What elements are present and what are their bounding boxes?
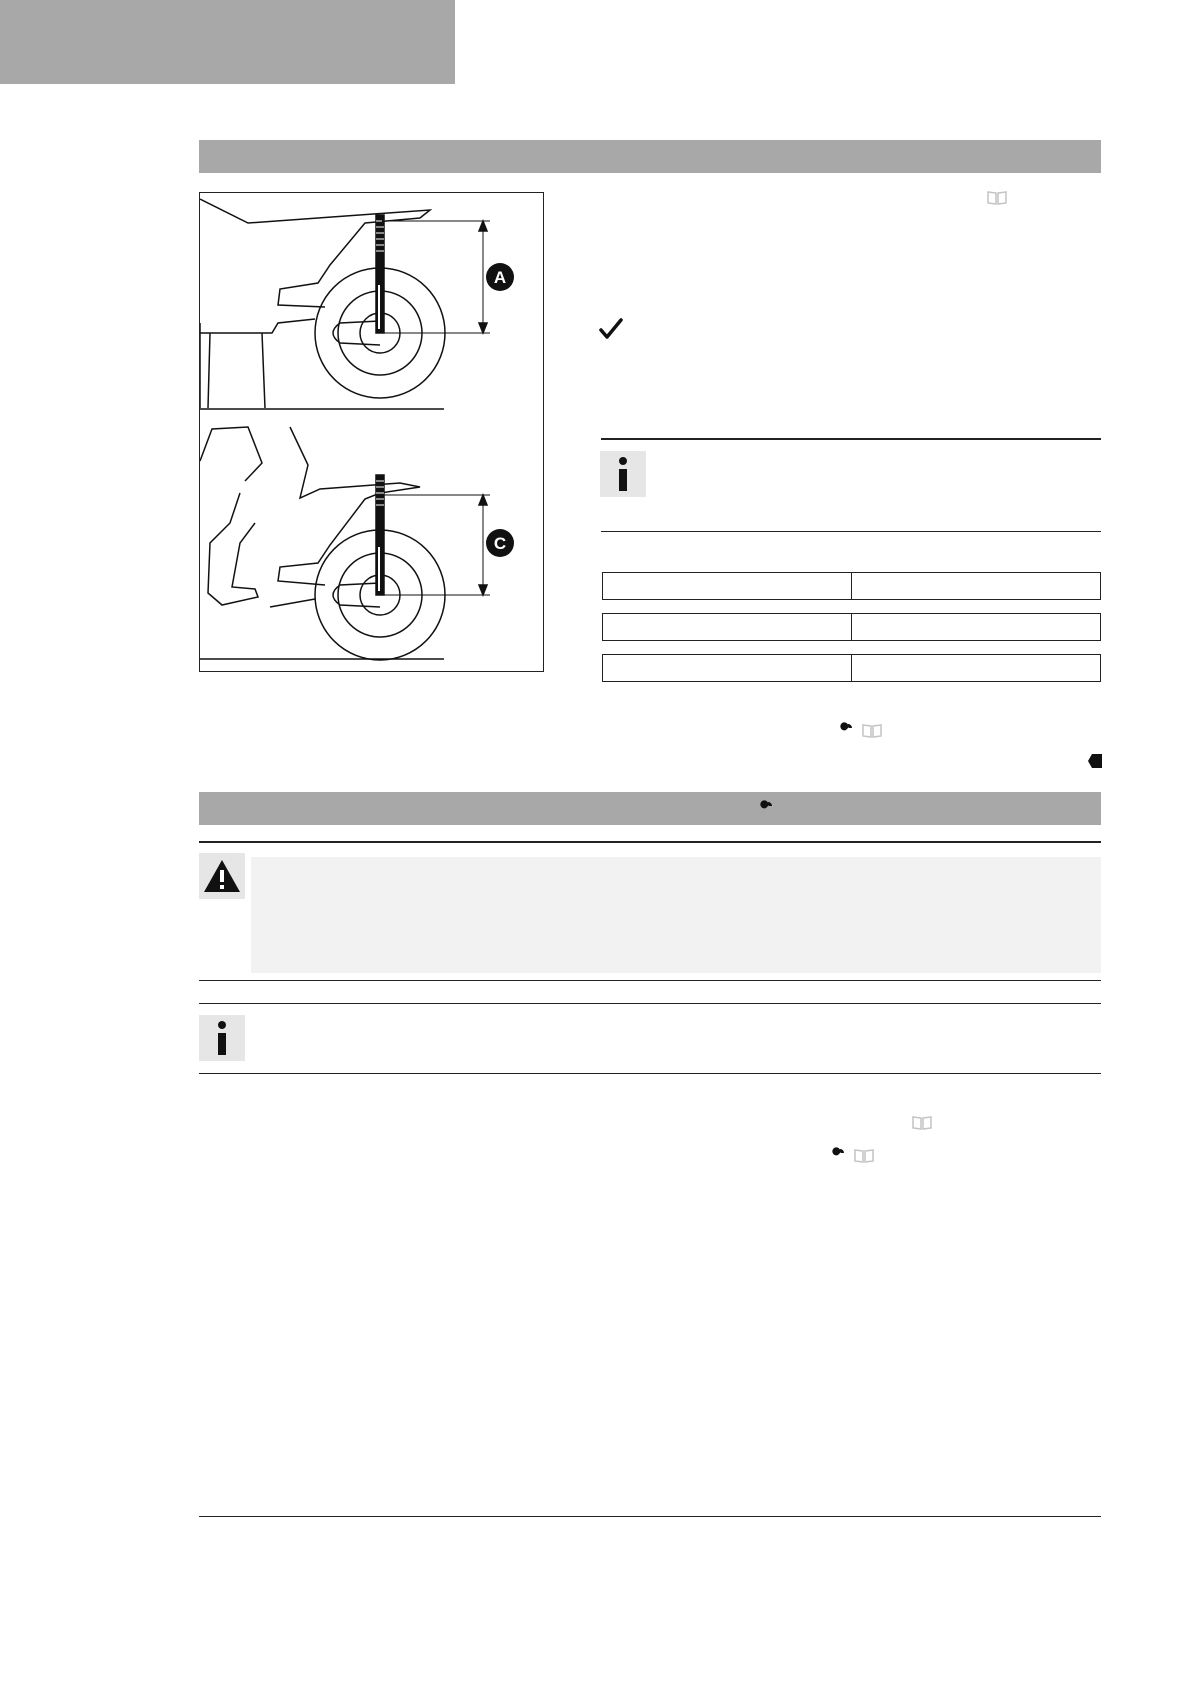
- manual-reference-icon[interactable]: [862, 723, 882, 744]
- callout-c: [486, 529, 514, 557]
- spec-row: [602, 613, 1101, 641]
- motorcycle-sag-drawing: [200, 193, 544, 672]
- info-icon: [199, 1015, 245, 1061]
- info-top-rule: [601, 438, 1101, 440]
- spec-value: [851, 573, 1100, 599]
- spec-label: [603, 614, 851, 640]
- warning-panel: [251, 857, 1101, 973]
- callout-a: [486, 263, 514, 291]
- section-header-bar: [199, 140, 1101, 173]
- section-end-marker: [1088, 754, 1102, 773]
- info-bottom-rule: [199, 1073, 1101, 1074]
- info-icon: [600, 451, 646, 497]
- footer-rule: [199, 1516, 1101, 1517]
- wrench-icon: [756, 800, 774, 823]
- svg-text:A: A: [493, 268, 507, 287]
- warning-bottom-rule: [199, 980, 1101, 981]
- section-header-bar: [199, 792, 1101, 825]
- manual-reference-icon[interactable]: [854, 1148, 874, 1169]
- check-icon: [599, 318, 623, 345]
- manual-reference-icon[interactable]: [912, 1115, 932, 1136]
- info-bottom-rule: [601, 531, 1101, 532]
- sag-measurement-illustration: [199, 192, 544, 672]
- warning-top-rule: [199, 841, 1101, 843]
- info-top-rule: [199, 1003, 1101, 1004]
- wrench-icon: [836, 722, 854, 745]
- svg-text:C: C: [493, 534, 507, 553]
- wrench-icon: [828, 1147, 846, 1170]
- spec-value: [851, 655, 1100, 681]
- spec-value: [851, 614, 1100, 640]
- spec-row: [602, 572, 1101, 600]
- manual-reference-icon[interactable]: [987, 190, 1007, 209]
- spec-label: [603, 573, 851, 599]
- spec-row: [602, 654, 1101, 682]
- spec-table: [602, 572, 1101, 695]
- spec-label: [603, 655, 851, 681]
- header-corner-tab: [0, 0, 455, 84]
- warning-icon: [199, 853, 245, 899]
